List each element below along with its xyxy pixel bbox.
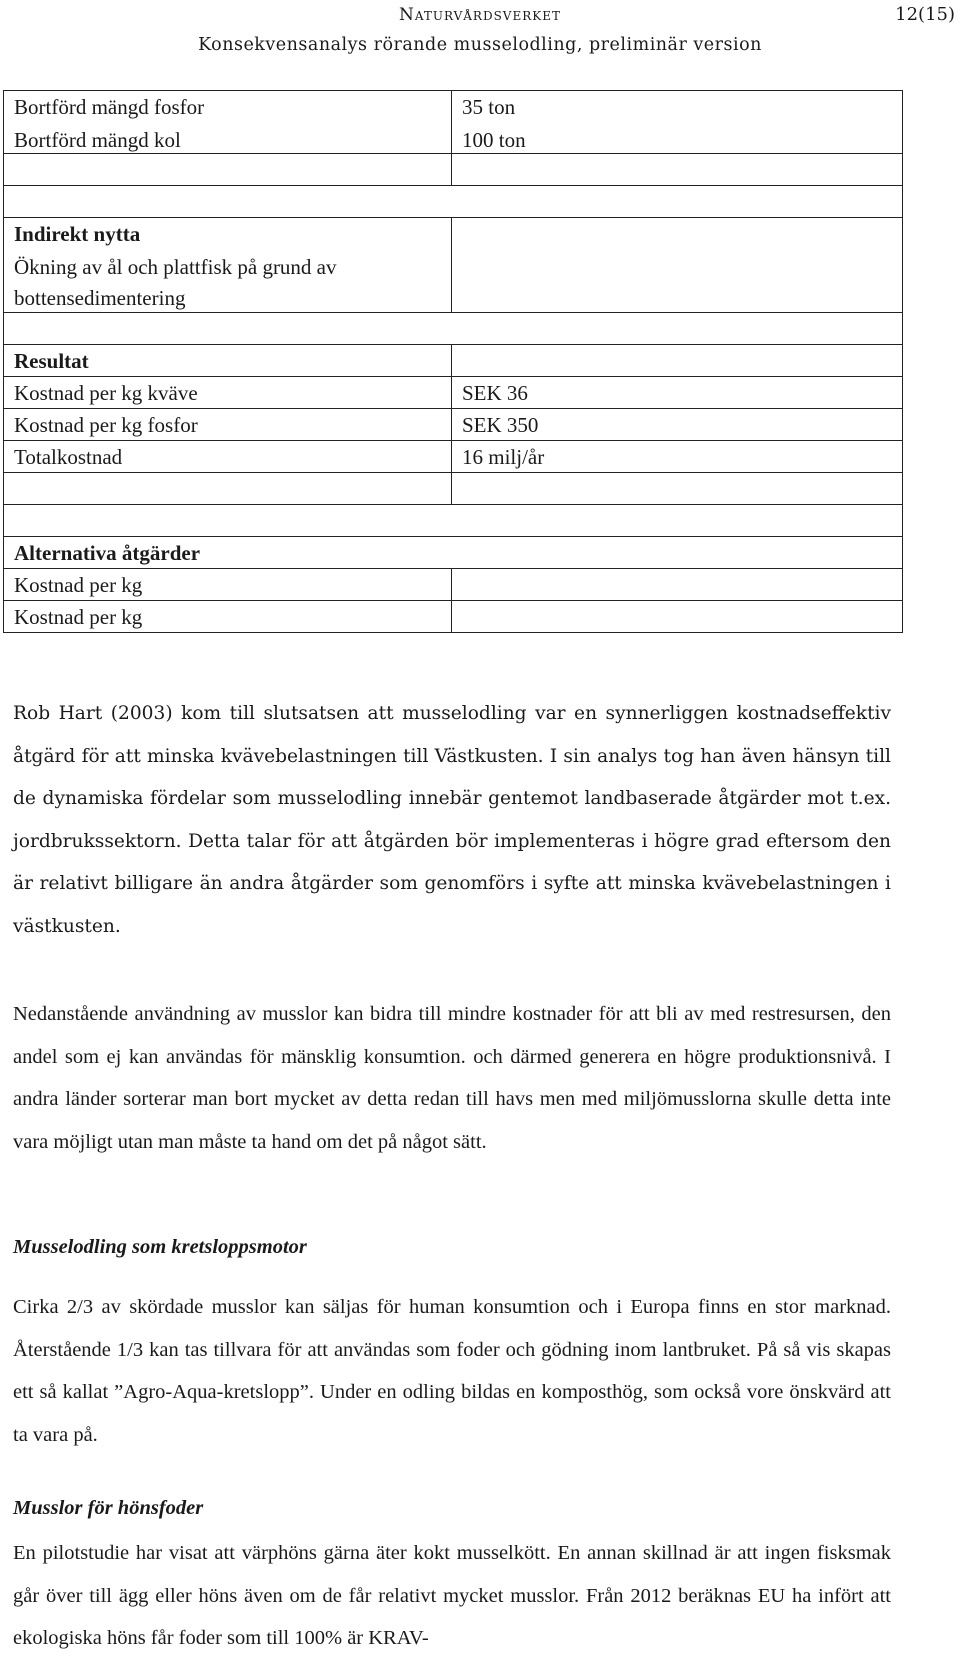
row-value: SEK 350 xyxy=(462,413,539,437)
paragraph-text: En pilotstudie har visat att värphöns gärna äter kokt musselkött. En annan skillnad är att ingen fisksmak går över till ägg eller höns även om de får relativt mycket musslor. Från 2012 beräknas EU ha infört att ekologiska höns får foder som till 100% är KRAV- xyxy=(13,1542,891,1649)
table-row xyxy=(4,601,903,633)
row-label: Kostnad per kg xyxy=(14,605,143,629)
row-label: Totalkostnad xyxy=(14,445,123,469)
table-cell xyxy=(452,154,903,186)
table-cell xyxy=(4,313,903,345)
table-cell xyxy=(4,473,452,505)
row-value: SEK 36 xyxy=(462,381,528,405)
paragraph-text: Cirka 2/3 av skördade musslor kan säljas för human konsumtion och i Europa finns en stor marknad. Återstående 1/3 kan tas tillvara för att användas som foder och gödning inom lantbruket. På så vis skapas ett så kallat ”Agro-Aqua-kretslopp”. Under en odling bildas en komposthög, som också vore önskvärd att ta vara på. xyxy=(13,1296,891,1446)
table-cell xyxy=(452,601,903,633)
row-value: 100 ton xyxy=(462,128,526,152)
table-cell xyxy=(452,377,903,409)
row-label: Kostnad per kg xyxy=(14,573,143,597)
table-row xyxy=(4,505,903,537)
page-header xyxy=(0,0,960,64)
table-cell xyxy=(4,601,452,633)
table-row xyxy=(4,218,903,313)
table-cell xyxy=(4,345,452,377)
table-row xyxy=(4,473,903,505)
row-label: bottensedimentering xyxy=(14,286,186,310)
paragraph-hart xyxy=(13,693,891,948)
section-heading: Indirekt nytta xyxy=(14,222,141,246)
table-cell xyxy=(452,441,903,473)
table-row xyxy=(4,441,903,473)
section-heading: Alternativa åtgärder xyxy=(14,541,201,565)
row-value: 35 ton xyxy=(462,95,516,119)
row-label: Kostnad per kg kväve xyxy=(14,381,198,405)
table-row xyxy=(4,537,903,569)
table-row xyxy=(4,313,903,345)
agency-name: Naturvårdsverket xyxy=(398,5,561,25)
table-cell xyxy=(4,186,903,218)
table-row xyxy=(4,91,903,154)
table-cell xyxy=(4,377,452,409)
row-value: 16 milj/år xyxy=(462,445,545,469)
row-label: Ökning av ål och plattfisk på grund av xyxy=(14,255,337,279)
table-cell xyxy=(4,91,452,154)
row-label: Bortförd mängd fosfor xyxy=(14,95,205,119)
table-cell xyxy=(452,409,903,441)
table-row xyxy=(4,377,903,409)
table-cell xyxy=(452,473,903,505)
section-heading: Resultat xyxy=(14,349,89,373)
document-subtitle: Konsekvensanalys rörande musselodling, preliminär version xyxy=(198,35,762,55)
table-cell xyxy=(452,345,903,377)
table-row xyxy=(4,569,903,601)
paragraph-text: Nedanstående användning av musslor kan bidra till mindre kostnader för att bli av med restresursen, den andel som ej kan användas för mänsklig konsumtion. och därmed generera en högre produktionsnivå. I andra länder sorterar man bort mycket av detta redan till havs men med miljömusslorna skulle detta inte vara möjligt utan man måste ta hand om det på något sätt. xyxy=(13,1003,891,1153)
table-cell xyxy=(452,218,903,313)
section-heading-honsfoder xyxy=(13,1493,891,1523)
table-cell xyxy=(4,154,452,186)
paragraph-text: Rob Hart (2003) kom till slutsatsen att musselodling var en synnerliggen kostnadseffektiv åtgärd för att minska kvävebelastningen till Västkusten. I sin analys tog han även hänsyn till de dynamiska fördelar som musselodling innebär gentemot landbaserade åtgärder mot t.ex. jordbrukssektorn. Detta talar för att åtgärden bör implementeras i högre grad eftersom den är relativt billigare än andra åtgärder som genomförs i syfte att minska kvävebelastningen i västkusten. xyxy=(13,703,891,937)
table-cell xyxy=(4,409,452,441)
page-number: 12(15) xyxy=(895,4,955,25)
section-heading-kretslopp xyxy=(13,1232,891,1262)
table-row xyxy=(4,154,903,186)
table-row xyxy=(4,409,903,441)
paragraph-kretslopp xyxy=(13,1286,891,1456)
row-label: Kostnad per kg fosfor xyxy=(14,413,198,437)
section-heading: Musselodling som kretsloppsmotor xyxy=(13,1236,307,1258)
table-cell xyxy=(4,569,452,601)
cost-table xyxy=(3,90,903,633)
table-cell xyxy=(4,537,903,569)
table-cell xyxy=(4,505,903,537)
section-heading: Musslor för hönsfoder xyxy=(13,1497,204,1519)
table-row xyxy=(4,345,903,377)
paragraph-usage xyxy=(13,993,891,1163)
table-cell xyxy=(452,569,903,601)
paragraph-honsfoder xyxy=(13,1532,891,1660)
table-cell xyxy=(4,218,452,313)
table-row xyxy=(4,186,903,218)
table-cell xyxy=(452,91,903,154)
table-cell xyxy=(4,441,452,473)
row-label: Bortförd mängd kol xyxy=(14,128,181,152)
